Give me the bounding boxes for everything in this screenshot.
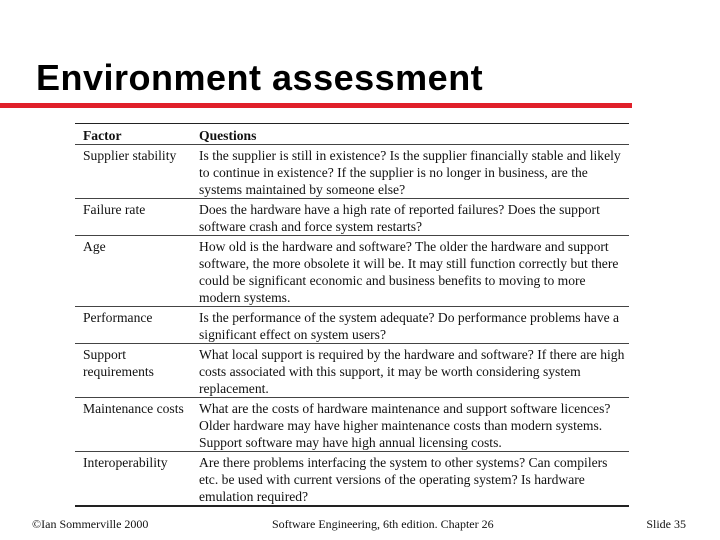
footer-slide-number: Slide 35 (646, 517, 686, 531)
questions-cell: Is the supplier is still in existence? Is the supplier financially stable and likely to continue in existence? If the supplier is no longer in business, are the systems maintained by someone else? (199, 148, 621, 197)
factor-cell: Maintenance costs (83, 401, 184, 416)
title-underline-rule (0, 103, 632, 108)
factor-questions-table-container (75, 123, 629, 507)
questions-cell: Are there problems interfacing the system to other systems? Can compilers etc. be used with current versions of the operating system? Is hardware emulation required? (199, 455, 608, 504)
column-header-factor: Factor (83, 128, 122, 143)
questions-cell: How old is the hardware and software? The older the hardware and support software, the more obsolete it will be. It may still function correctly but there could be significant economic and business benefits to moving to more modern systems. (199, 239, 619, 305)
factor-cell: Support requirements (83, 347, 154, 379)
table-row (75, 307, 629, 344)
table-row (75, 398, 629, 452)
factor-cell: Failure rate (83, 202, 146, 217)
questions-cell: What are the costs of hardware maintenance and support software licences? Older hardware may have higher maintenance costs than modern systems. Support software may have high annual licensing costs. (199, 401, 611, 450)
factor-questions-table (75, 123, 629, 507)
factor-cell: Supplier stability (83, 148, 177, 163)
factor-cell: Performance (83, 310, 153, 325)
factor-cell: Age (83, 239, 106, 254)
footer-book-reference: Software Engineering, 6th edition. Chapter 26 (272, 517, 494, 531)
column-header-questions: Questions (199, 128, 257, 143)
footer-copyright: ©Ian Sommerville 2000 (32, 517, 149, 531)
table-row (75, 199, 629, 236)
table-row (75, 344, 629, 398)
factor-cell: Interoperability (83, 455, 168, 470)
table-row (75, 236, 629, 307)
questions-cell: Does the hardware have a high rate of reported failures? Does the support software crash and force system restarts? (199, 202, 600, 234)
table-row (75, 452, 629, 507)
questions-cell: Is the performance of the system adequate? Do performance problems have a significant effect on system users? (199, 310, 620, 342)
slide-title: Environment assessment (36, 57, 484, 98)
questions-cell: What local support is required by the hardware and software? If there are high costs associated with this support, it may be worth considering system replacement. (199, 347, 625, 396)
table-row (75, 145, 629, 199)
table-header-row (75, 124, 629, 145)
